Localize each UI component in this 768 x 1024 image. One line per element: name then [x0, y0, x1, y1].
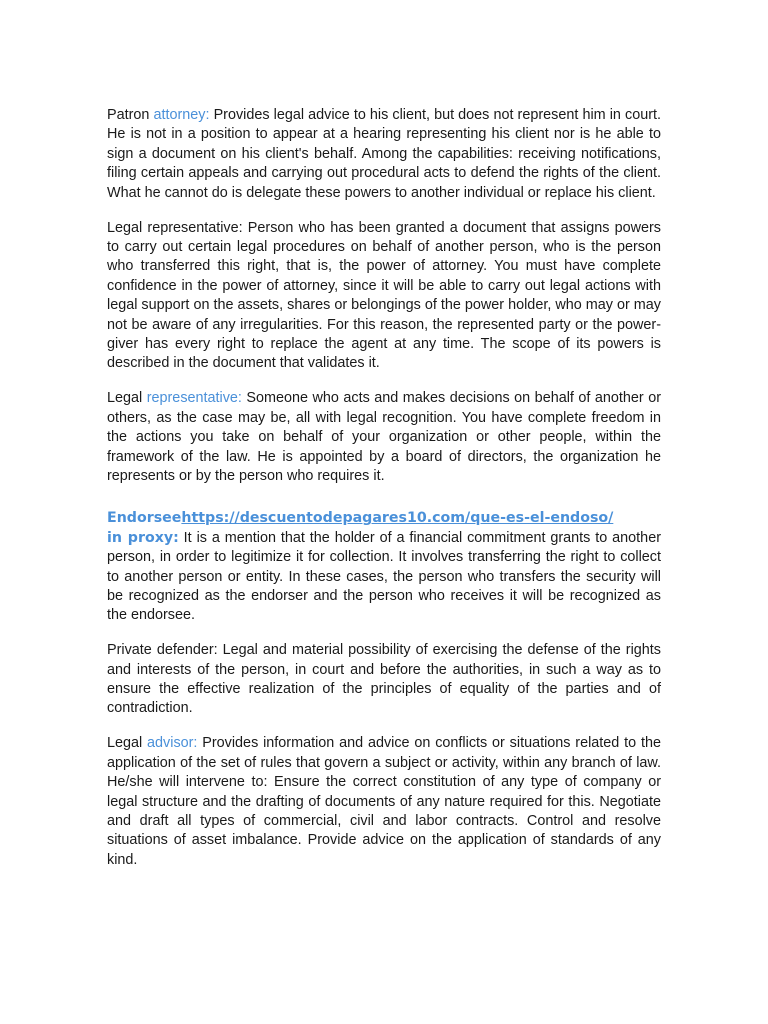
paragraph-legal-advisor — [107, 734, 661, 870]
paragraph-text: Legal representative: Person who has been granted a document that assigns powers to carry out certain legal procedures on behalf of another person, who is the person who transferred this right, that is, the power of attorney. You must have complete confidence in the power of attorney, since it will be able to carry out legal actions with legal support on the assets, shares or belongings of the power holder, who may or may not be aware of any irregularities. For this reason, the represented party or the power-giver has every right to replace the agent at any time. The scope of its powers is described in the document that validates it. — [107, 219, 661, 372]
paragraph-private-defender — [107, 641, 661, 719]
term-prefix: Legal — [107, 390, 147, 407]
paragraph-body: Someone who acts and makes decisions on behalf of another or others, as the case may be, all with legal recognition. You have complete freedom in the actions you take on behalf of your organization or other people, within the framework of the law. He is appointed by a board of directors, the organization he represents or by the person who requires it. — [107, 390, 661, 484]
endorsement-link[interactable]: https://descuentodepagares10.com/que-es-el-endoso/ — [181, 510, 614, 527]
paragraph-patron-attorney — [107, 106, 661, 203]
term-prefix: Endorsee — [107, 510, 182, 527]
term-highlight: advisor: — [147, 735, 198, 752]
paragraph-body: Provides information and advice on conflicts or situations related to the application of the set of rules that govern a subject or activity, within any branch of law. He/she will intervene to: Ensure the correct constitution of any type of company or legal structure and the drafting of documents of any nature required for this. Negotiate and draft all types of commercial, civil and labor contracts. Control and resolve situations of asset imbalance. Provide advice on the application of standards of any kind. — [107, 735, 661, 868]
term-prefix: Patron — [107, 107, 154, 123]
term-highlight: representative: — [146, 390, 242, 407]
term-prefix: Legal — [107, 735, 148, 752]
paragraph-text: Private defender: Legal and material possibility of exercising the defense of the rights and interests of the person, in court and before the authorities, in such a way as to ensure the effective realization of the principles of equality of the parties and of contradiction. — [107, 642, 661, 717]
paragraph-legal-representative-definition — [107, 219, 661, 374]
term-suffix: in proxy: — [107, 529, 179, 546]
paragraph-body: It is a mention that the holder of a financial commitment grants to another person, in order to legitimize it for collection. It involves transferring the right to collect to another person or entity. In these cases, the person who transfers the security will be recognized as the endorser and the person who receives it will be recognized as the endorsee. — [107, 529, 661, 624]
paragraph-endorsee-in-proxy — [107, 509, 661, 625]
term-highlight: attorney: — [153, 107, 210, 123]
paragraph-legal-representative — [107, 389, 661, 486]
paragraph-body: Provides legal advice to his client, but does not represent him in court. He is not in a position to appear at a hearing representing his client nor is he able to sign a document on his client's behalf. Among the capabilities: receiving notifications, filing certain appeals and carrying out procedural acts to defend the rights of the client. What he cannot do is delegate these powers to another individual or replace his client. — [107, 107, 661, 201]
